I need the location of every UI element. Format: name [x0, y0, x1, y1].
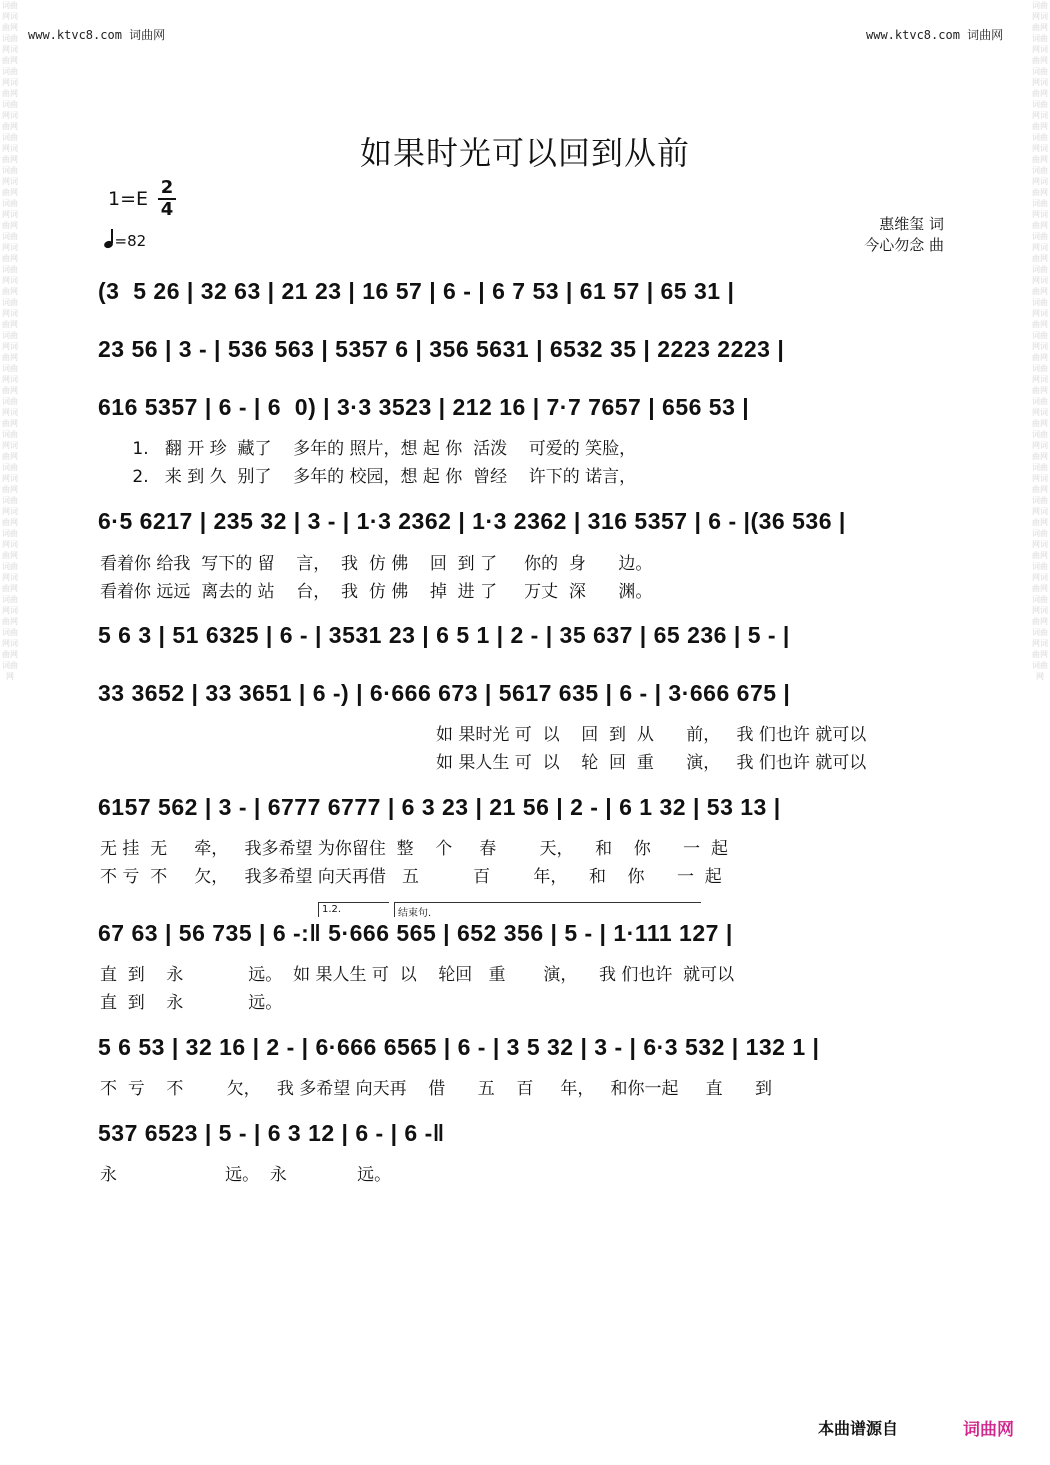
lyric-row-3a: 1. 翻 开 珍 藏了 多年的 照片，想 起 你 活泼 可爱的 笑脸， [100, 439, 637, 459]
lyricist: 惠维玺 词 [879, 215, 944, 233]
lyric-row-7a: 无 挂 无 牵， 我多希望 为你留住 整 个 春 天， 和 你 一 起 [100, 839, 728, 859]
score-row-10: 537 6523 | 5 - | 6 3 12 | 6 - | 6 -‖ [98, 1120, 445, 1146]
key-signature: 1=E [108, 188, 149, 210]
lyric-row-4a: 看着你 给我 写下的 留 言， 我 仿 佛 回 到 了 你的 身 边。 [100, 554, 653, 574]
tempo-value: =82 [114, 232, 147, 250]
composer: 今心勿念 曲 [864, 236, 944, 254]
lyric-row-8a: 直 到 永 远。 如 果人生 可 以 轮回 重 演， 我 们也许 就可以 [100, 965, 735, 985]
watermark-top-left: www.ktvc8.com 词曲网 [28, 28, 166, 42]
score-row-9: 5 6 53 | 32 16 | 2 - | 6·666 6565 | 6 - | 3 5 32 | 3 - | 6·3 532 | 132 1 | [98, 1034, 820, 1060]
footer-source: 本曲谱源自 [818, 1419, 899, 1438]
lyric-row-6b: 如 果人生 可 以 轮 回 重 演， 我 们也许 就可以 [436, 753, 867, 773]
footer-brand-link[interactable]: 词曲网 [963, 1420, 1014, 1440]
time-signature [157, 178, 177, 220]
lyric-row-9: 不 亏 不 欠， 我 多希望 向天再 借 五 百 年， 和你一起 直 到 [100, 1079, 772, 1099]
time-signature-bottom: 4 [160, 199, 174, 220]
lyric-row-4b: 看着你 远远 离去的 站 台， 我 仿 佛 掉 进 了 万丈 深 渊。 [100, 582, 653, 602]
volta-first-label: 1.2. [322, 904, 342, 915]
score-row-1: (3 5 26 | 32 63 | 21 23 | 16 57 | 6 - | 6 7 53 | 61 57 | 65 31 | [98, 278, 735, 304]
song-title: 如果时光可以回到从前 [359, 134, 690, 172]
lyric-row-10: 永 远。 永 远。 [100, 1165, 392, 1185]
score-row-3: 616 5357 | 6 - | 6 0) | 3·3 3523 | 212 16 | 7·7 7657 | 656 53 | [98, 394, 750, 420]
score-row-4: 6·5 6217 | 235 32 | 3 - | 1·3 2362 | 1·3 2362 | 316 5357 | 6 - |(36 536 | [98, 508, 846, 534]
score-row-8: 67 63 | 56 735 | 6 -:‖ 5·666 565 | 652 356 | 5 - | 1·111 127 | [98, 920, 733, 946]
score-row-6: 33 3652 | 33 3651 | 6 -) | 6·666 673 | 5617 635 | 6 - | 3·666 675 | [98, 680, 791, 706]
quarter-note-stem [111, 229, 113, 243]
score-row-7: 6157 562 | 3 - | 6777 6777 | 6 3 23 | 21 56 | 2 - | 6 1 32 | 53 13 | [98, 794, 781, 820]
lyric-row-7b: 不 亏 不 欠， 我多希望 向天再借 五 百 年， 和 你 一 起 [100, 867, 722, 887]
watermark-side-left: 词曲网词曲网词曲网词曲网词曲网词曲网词曲网词曲网词曲网词曲网词曲网词曲网词曲网词曲网词曲网词曲网词曲网词曲网词曲网词曲网词曲网词曲网词曲网词曲网词曲网词曲网词曲网词曲网词曲网词曲网词曲网词曲网词曲网词曲网词曲网词曲网词曲网词曲网词曲网词曲网词曲网 [2, 1, 18, 681]
lyric-row-3b: 2. 来 到 久 别了 多年的 校园，想 起 你 曾经 许下的 诺言， [100, 467, 637, 487]
score-row-5: 5 6 3 | 51 6325 | 6 - | 3531 23 | 6 5 1 | 2 - | 35 637 | 65 236 | 5 - | [98, 622, 790, 648]
volta-first-ending [318, 902, 389, 917]
tempo-marking [104, 232, 146, 250]
time-signature-top: 2 [160, 177, 174, 198]
lyric-row-6a: 如 果时光 可 以 回 到 从 前， 我 们也许 就可以 [436, 725, 867, 745]
watermark-side-right: 词曲网词曲网词曲网词曲网词曲网词曲网词曲网词曲网词曲网词曲网词曲网词曲网词曲网词曲网词曲网词曲网词曲网词曲网词曲网词曲网词曲网词曲网词曲网词曲网词曲网词曲网词曲网词曲网词曲网词曲网词曲网词曲网词曲网词曲网词曲网词曲网词曲网词曲网词曲网词曲网词曲网 [1032, 1, 1048, 681]
lyric-row-8b: 直 到 永 远。 [100, 993, 283, 1013]
watermark-top-right: www.ktvc8.com 词曲网 [866, 28, 1004, 42]
score-row-2: 23 56 | 3 - | 536 563 | 5357 6 | 356 5631 | 6532 35 | 2223 2223 | [98, 336, 785, 362]
volta-final-label: 结束句. [398, 908, 432, 919]
volta-final-ending [394, 902, 701, 917]
